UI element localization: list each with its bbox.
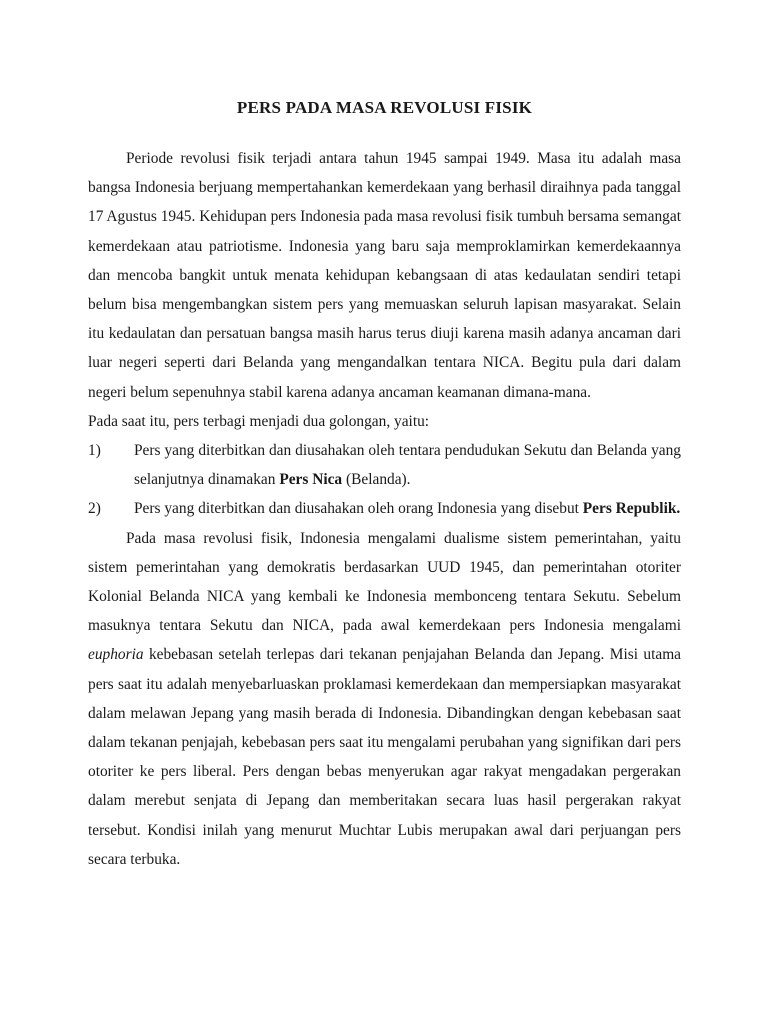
list-item (88, 494, 681, 523)
list-item-text (134, 494, 681, 523)
list-intro-line: Pada saat itu, pers terbagi menjadi dua golongan, yaitu: (88, 412, 430, 430)
page-title: PERS PADA MASA REVOLUSI FISIK (236, 98, 533, 118)
list-item-text-before-bold: Pers yang diterbitkan dan diusahakan oleh tentara pendudukan Sekutu dan Belanda yang selanjutnya dinamakan (134, 442, 681, 489)
list-item-text (134, 436, 681, 494)
paragraph-two-segment-one: Pada masa revolusi fisik, Indonesia mengalami dualisme sistem pemerintahan, yaitu sistem pemerintahan yang demokratis berdasarkan UUD 1945, dan pemerintahan otoriter Kolonial Belanda NICA yang kembali ke Indonesia membonceng tentara Sekutu. Sebelum masuknya tentara Sekutu dan NICA, pada awal kemerdekaan pers Indonesia mengalami (88, 529, 681, 635)
paragraph-two-italic-term: euphoria (88, 646, 144, 664)
list-item-text-after-bold: (Belanda). (342, 471, 411, 489)
document-body (88, 144, 681, 874)
paragraph-one: Periode revolusi fisik terjadi antara tahun 1945 sampai 1949. Masa itu adalah masa bangsa Indonesia berjuang mempertahankan kemerdekaan yang berhasil diraihnya pada tanggal 17 Agustus 1945. Kehidupan pers Indonesia pada masa revolusi fisik tumbuh bersama semangat kemerdekaan atau patriotisme. Indonesia yang baru saja memproklamirkan kemerdekaannya dan mencoba bangkit untuk menata kehidupan kebangsaan di atas kedaulatan sendiri tetapi belum bisa mengembangkan sistem pers yang memuaskan seluruh lapisan masyarakat. Selain itu kedaulatan dan persatuan bangsa masih harus terus diuji karena masih adanya ancaman dari luar negeri seperti dari Belanda yang mengandalkan tentara NICA. Begitu pula dari dalam negeri belum sepenuhnya stabil karena adanya ancaman keamanan dimana-mana. (88, 150, 681, 401)
list-item-bold-term: Pers Republik. (582, 500, 681, 518)
numbered-list (88, 436, 681, 524)
paragraph-two-segment-two: kebebasan setelah terlepas dari tekanan penjajahan Belanda dan Jepang. Misi utama pers saat itu adalah menyebarluaskan proklamasi kemerdekaan dan mempersiapkan masyarakat dalam melawan Jepang yang masih berada di Indonesia. Dibandingkan dengan kebebasan saat dalam tekanan penjajah, kebebasan pers saat itu mengalami perubahan yang signifikan dari pers otoriter ke pers liberal. Pers dengan bebas menyerukan agar rakyat mengadakan pergerakan dalam merebut senjata di Jepang dan memberitakan secara luas hasil pergerakan rakyat tersebut. Kondisi inilah yang menurut Muchtar Lubis merupakan awal dari perjuangan pers secara terbuka. (88, 646, 681, 868)
list-item-bold-term: Pers Nica (279, 471, 343, 489)
list-item (88, 436, 681, 494)
list-item-marker: 1) (88, 442, 101, 460)
list-item-text-before-bold: Pers yang diterbitkan dan diusahakan oleh orang Indonesia yang disebut (134, 500, 583, 518)
list-item-marker: 2) (88, 500, 101, 518)
paragraph-two (88, 524, 681, 874)
